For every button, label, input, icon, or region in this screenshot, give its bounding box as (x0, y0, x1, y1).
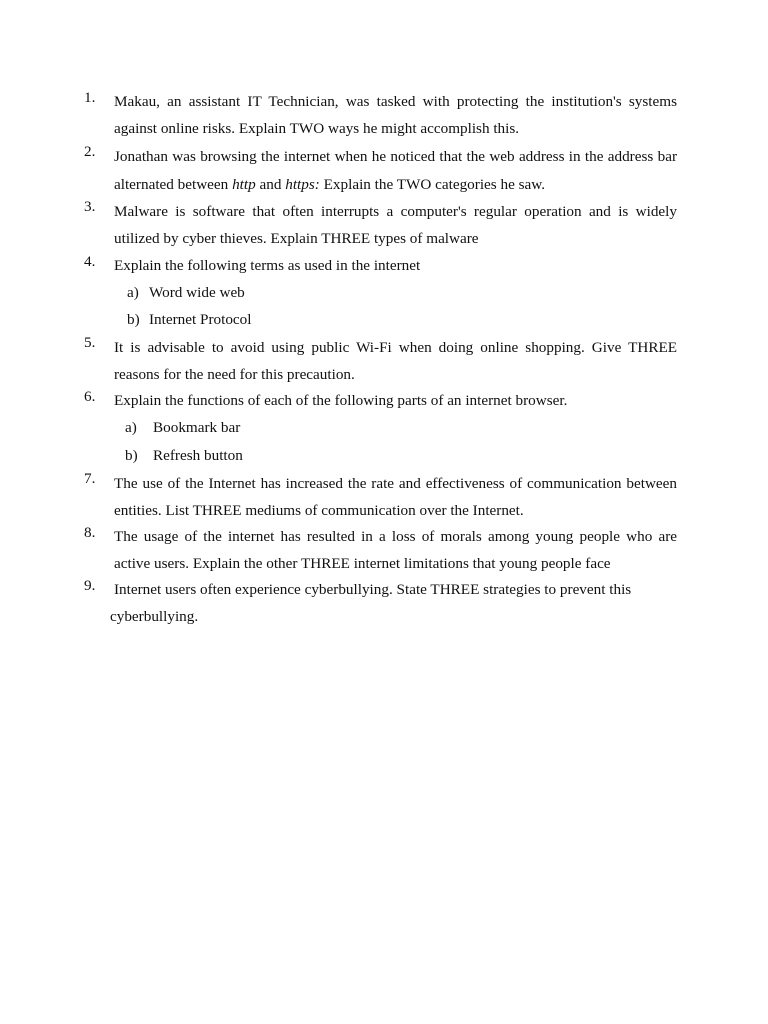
subitem-6b (125, 443, 243, 470)
question-text: Explain the functions of each of the following parts of an internet browser. (114, 392, 568, 409)
question-number: 3. (84, 198, 96, 215)
subitem-4a (127, 280, 245, 307)
question-9 (84, 577, 677, 604)
subitem-label: a) (125, 419, 137, 436)
question-number: 9. (84, 577, 96, 594)
subitem-label: b) (125, 447, 138, 464)
question-8 (84, 524, 677, 577)
question-text-part: Explain the TWO categories he saw. (319, 175, 546, 193)
subitem-6a (125, 415, 240, 442)
subitem-text: Bookmark bar (153, 419, 241, 436)
question-5 (84, 334, 677, 388)
question-number: 6. (84, 388, 96, 405)
question-text: The usage of the internet has resulted in a loss of morals among young people who are active users. Explain the other THREE internet limitations that young people face (114, 528, 677, 572)
question-text-part: and (255, 175, 286, 193)
question-number: 7. (84, 470, 96, 487)
question-6 (84, 388, 677, 415)
question-2 (84, 143, 677, 198)
question-9-continuation: cyberbullying. (110, 608, 199, 625)
question-text-line-1: Internet users often experience cyberbullying. State THREE strategies to prevent this (114, 581, 632, 598)
http-term: http (232, 175, 256, 193)
https-term: https: (285, 175, 320, 193)
question-text-part: Jonathan was browsing the internet when he noticed that the web address in the address bar alternated between (114, 148, 677, 193)
question-text (114, 143, 677, 198)
question-number: 1. (84, 89, 96, 106)
question-text: It is advisable to avoid using public Wi-Fi when doing online shopping. Give THREE reasons for the need for this precaution. (114, 339, 677, 383)
subitem-label: b) (127, 311, 140, 328)
subitem-label: a) (127, 284, 139, 301)
question-number: 8. (84, 524, 96, 541)
question-text: The use of the Internet has increased the rate and effectiveness of communication between entities. List THREE mediums of communication over the Internet. (114, 475, 677, 519)
question-text: Makau, an assistant IT Technician, was tasked with protecting the institution's systems against online risks. Explain TWO ways he might accomplish this. (114, 93, 677, 137)
subitem-text: Internet Protocol (149, 311, 252, 328)
question-3 (84, 198, 677, 252)
question-number: 2. (84, 143, 96, 160)
subitem-4b (127, 307, 252, 334)
question-text: Explain the following terms as used in the internet (114, 257, 421, 274)
subitem-text: Word wide web (149, 284, 245, 301)
question-number: 4. (84, 253, 96, 270)
subitem-text: Refresh button (153, 447, 243, 464)
question-number: 5. (84, 334, 96, 351)
question-text: Malware is software that often interrupts a computer's regular operation and is widely utilized by cyber thieves. Explain THREE types of malware (114, 203, 677, 247)
question-4 (84, 253, 677, 280)
question-1 (84, 89, 677, 142)
question-7 (84, 470, 677, 524)
